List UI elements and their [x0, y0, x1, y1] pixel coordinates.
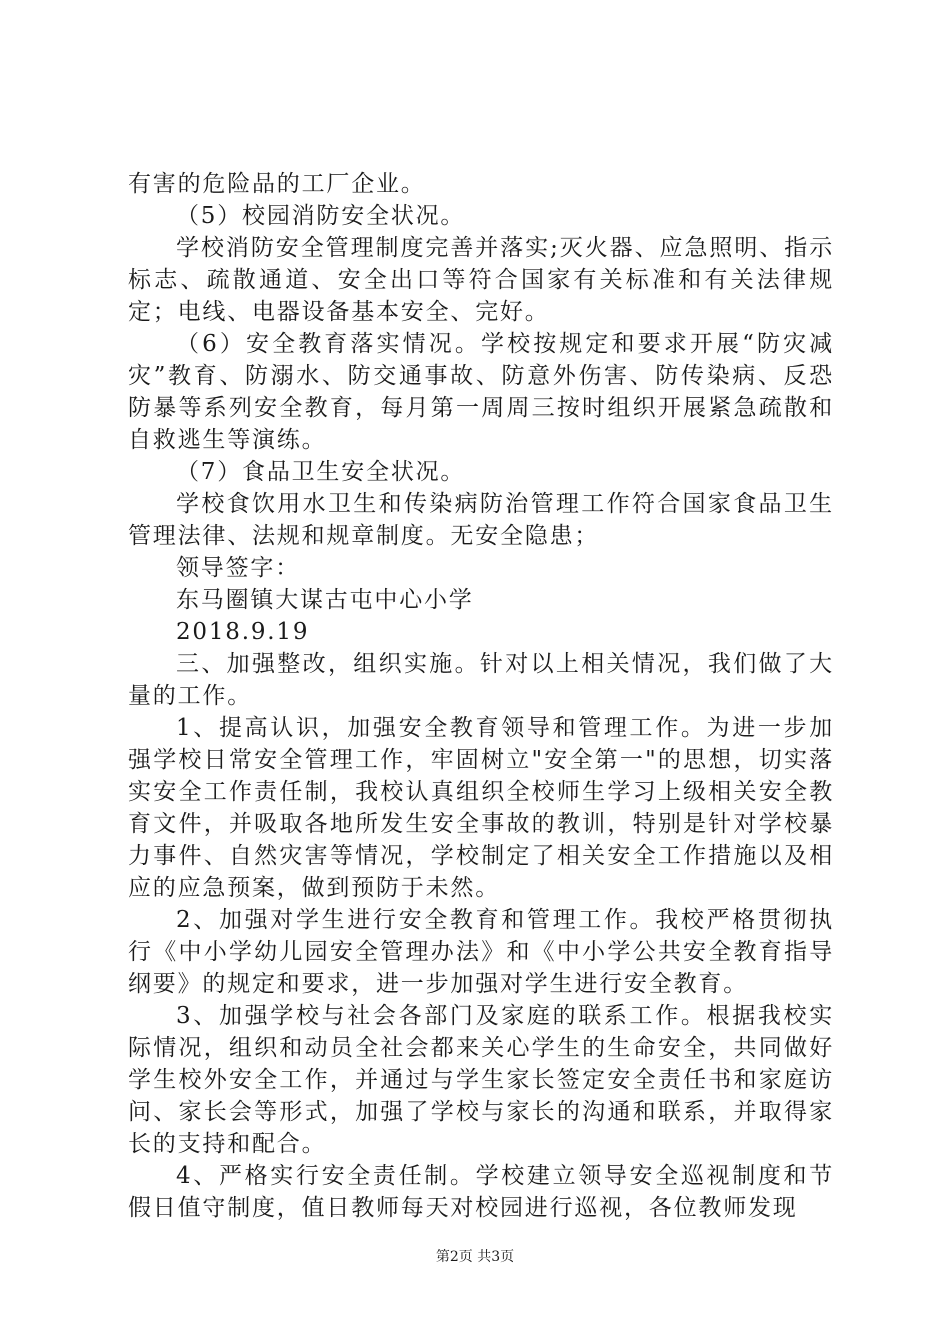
document-date: 2018.9.19 — [176, 619, 310, 645]
paragraph-item-3: 3、加强学校与社会各部门及家庭的联系工作。根据我校实际情况，组织和动员全社会都来关心学生的生命安全，共同做好学生校外安全工作，并通过与学生家长签定安全责任书和家庭访问、家长会等形式，加强了学校与家长的沟通和联系，并取得家长的支持和配合。 — [128, 1003, 834, 1157]
paragraph-item-2: 2、加强对学生进行安全教育和管理工作。我校严格贯彻执行《中小学幼儿园安全管理办法》和《中小学公共安全教育指导纲要》的规定和要求，进一步加强对学生进行安全教育。 — [128, 907, 834, 997]
page-number-footer: 第2页 共3页 — [435, 1249, 515, 1265]
body-text — [128, 168, 834, 1224]
school-name: 东马圈镇大谋古屯中心小学 — [176, 587, 474, 613]
heading-food-safety: （7）食品卫生安全状况。 — [176, 459, 466, 485]
paragraph-item-4: 4、严格实行安全责任制。学校建立领导安全巡视制度和节假日值守制度，值日教师每天对校园进行巡视，各位教师发现 — [128, 1163, 834, 1221]
paragraph-item-1: 1、提高认识，加强安全教育领导和管理工作。为进一步加强学校日常安全管理工作，牢固树立"安全第一"的思想，切实落实安全工作责任制，我校认真组织全校师生学习上级相关安全教育文件，并吸取各地所发生安全事故的教训，特别是针对学校暴力事件、自然灾害等情况，学校制定了相关安全工作措施以及相应的应急预案，做到预防于未然。 — [128, 715, 834, 901]
paragraph-continuation: 有害的危险品的工厂企业。 — [128, 171, 426, 197]
paragraph-fire-safety: 学校消防安全管理制度完善并落实;灭火器、应急照明、指示标志、疏散通道、安全出口等符合国家有关标准和有关法律规定；电线、电器设备基本安全、完好。 — [128, 235, 834, 325]
paragraph-safety-education: （6）安全教育落实情况。学校按规定和要求开展“防灾减灾”教育、防溺水、防交通事故、防意外伤害、防传染病、反恐防暴等系列安全教育，每月第一周周三按时组织开展紧急疏散和自救逃生等演练。 — [128, 331, 834, 453]
heading-fire-safety: （5）校园消防安全状况。 — [176, 203, 466, 229]
paragraph-food-safety: 学校食饮用水卫生和传染病防治管理工作符合国家食品卫生管理法律、法规和规章制度。无安全隐患； — [128, 491, 834, 549]
section-three-heading: 三、加强整改，组织实施。针对以上相关情况，我们做了大量的工作。 — [128, 651, 834, 709]
signature-label: 领导签字： — [176, 555, 300, 581]
